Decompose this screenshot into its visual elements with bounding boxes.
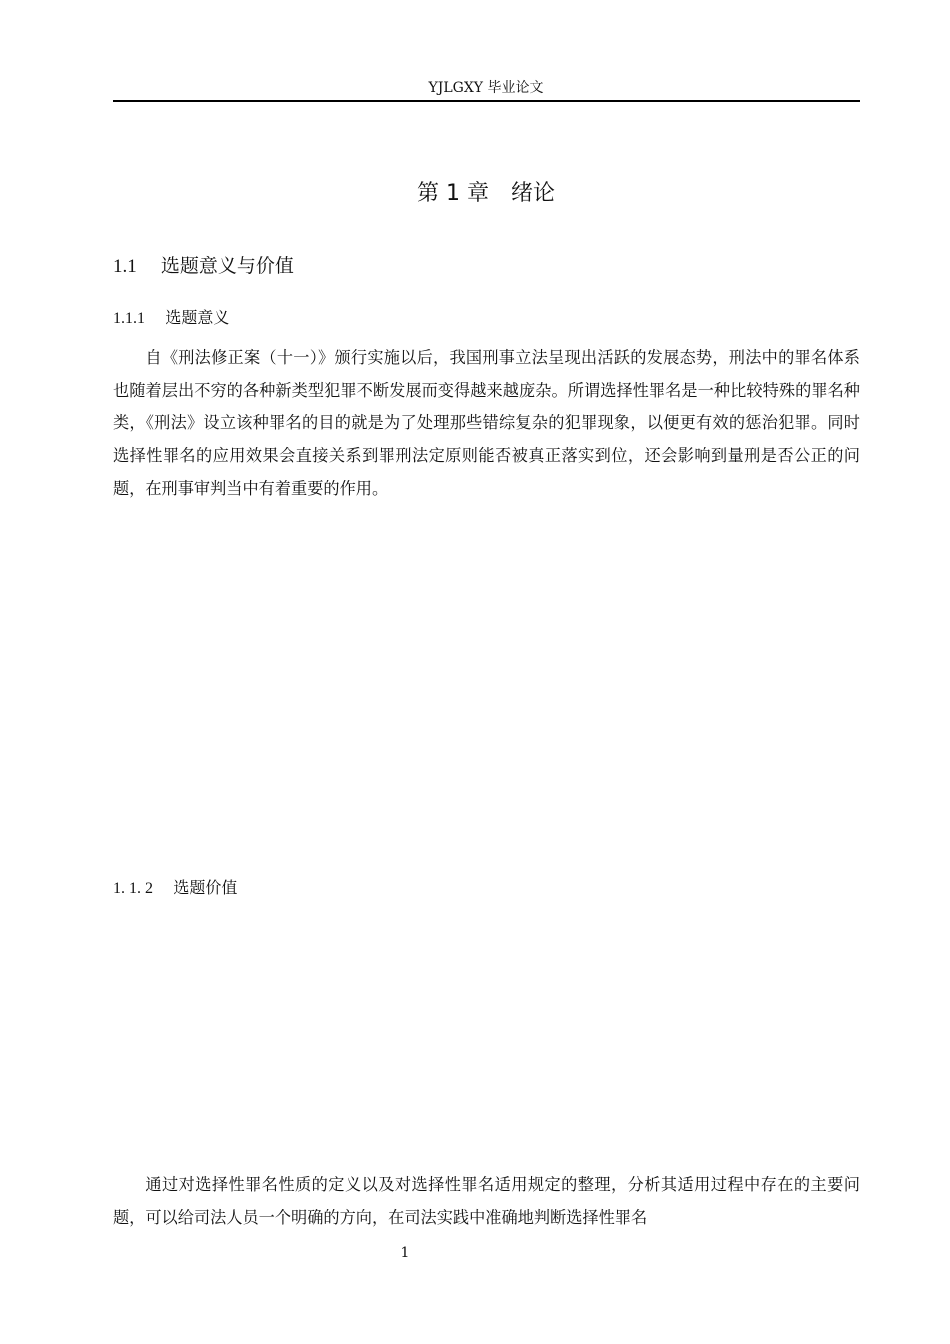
section-heading — [113, 253, 294, 280]
subsection-heading-1 — [113, 307, 229, 330]
subsection-heading-2 — [113, 877, 237, 900]
section-title: 选题意义与价值 — [160, 255, 294, 277]
subsection-number-2: 1. 1. 2 — [113, 880, 153, 897]
chapter-title: 第 1 章 绪论 — [417, 181, 555, 206]
page-header: YJLGXY 毕业论文 — [428, 80, 544, 96]
subsection-title-1: 选题意义 — [165, 308, 230, 327]
section-number: 1.1 — [113, 256, 137, 277]
subsection-title-2: 选题价值 — [173, 878, 238, 897]
subsection-number-1: 1.1.1 — [113, 310, 145, 327]
body-paragraph-2: 通过对选择性罪名性质的定义以及对选择性罪名适用规定的整理，分析其适用过程中存在的主要问题，可以给司法人员一个明确的方向，在司法实践中准确地判断选择性罪名 — [113, 1175, 860, 1227]
page-number: 1 — [400, 1245, 410, 1261]
body-paragraph-1: 自《刑法修正案（十一）》颁行实施以后，我国刑事立法呈现出活跃的发展态势，刑法中的罪名体系也随着层出不穷的各种新类型犯罪不断发展而变得越来越庞杂。所谓选择性罪名是一种比较特殊的罪名种类，《刑法》设立该种罪名的目的就是为了处理那些错综复杂的犯罪现象，以便更有效的惩治犯罪。同时选择性罪名的应用效果会直接关系到罪刑法定原则能否被真正落实到位，还会影响到量刑是否公正的问题，在刑事审判当中有着重要的作用。 — [113, 348, 860, 498]
header-rule — [113, 100, 860, 102]
